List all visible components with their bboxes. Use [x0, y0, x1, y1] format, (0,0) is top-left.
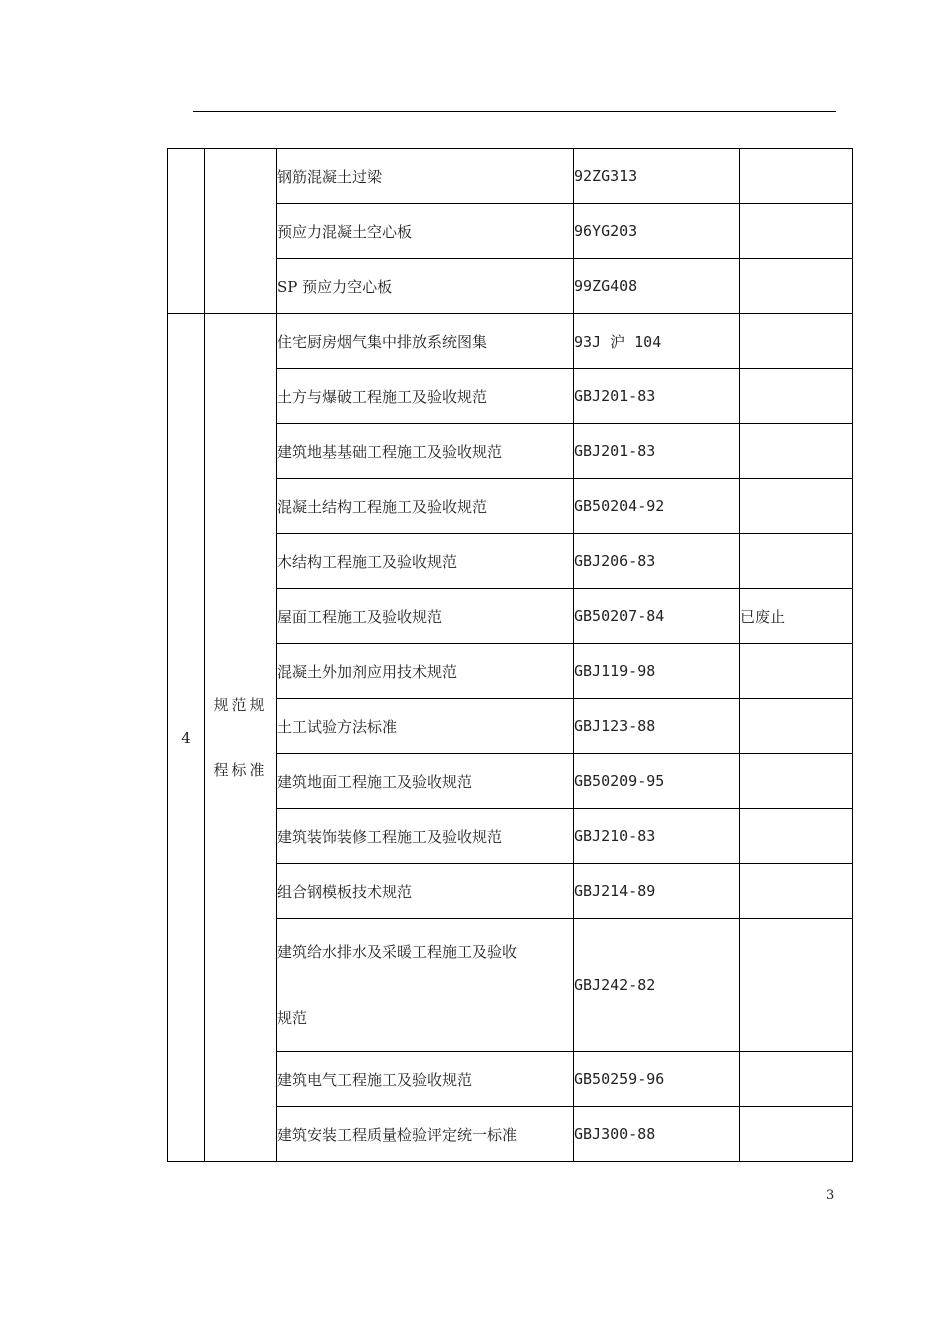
- category-line-2: 程标准: [213, 760, 268, 779]
- standard-name: 预应力混凝土空心板: [277, 204, 574, 259]
- standard-name: 建筑电气工程施工及验收规范: [277, 1052, 574, 1107]
- standard-code: GBJ210-83: [574, 809, 740, 864]
- standard-note: [740, 149, 853, 204]
- standard-note: [740, 204, 853, 259]
- standard-code: GBJ119-98: [574, 644, 740, 699]
- standard-name: 土工试验方法标准: [277, 699, 574, 754]
- standard-code: GB50207-84: [574, 589, 740, 644]
- standard-name-line-2: 规范: [277, 1009, 308, 1027]
- standard-name-line-1: 建筑给水排水及采暖工程施工及验收: [277, 943, 518, 961]
- standard-name: 钢筋混凝土过梁: [277, 149, 574, 204]
- standard-note: [740, 314, 853, 369]
- standard-note: [740, 534, 853, 589]
- standard-note: [740, 479, 853, 534]
- standard-code: GBJ300-88: [574, 1107, 740, 1162]
- standard-note: [740, 754, 853, 809]
- standard-name: 建筑地面工程施工及验收规范: [277, 754, 574, 809]
- category-line-1: 规范规: [213, 695, 268, 714]
- group-category-cell: [205, 314, 277, 1162]
- standard-code: GBJ242-82: [574, 919, 740, 1052]
- standard-note: [740, 644, 853, 699]
- standard-note: [740, 864, 853, 919]
- standard-note: [740, 424, 853, 479]
- standard-code: 92ZG313: [574, 149, 740, 204]
- standard-note: [740, 259, 853, 314]
- standard-note: 已废止: [740, 589, 853, 644]
- standard-code: 96YG203: [574, 204, 740, 259]
- standard-code: 93J 沪 104: [574, 314, 740, 369]
- standards-table: [167, 148, 853, 1162]
- standard-name: 组合钢模板技术规范: [277, 864, 574, 919]
- standard-name: 木结构工程施工及验收规范: [277, 534, 574, 589]
- standard-note: [740, 919, 853, 1052]
- standard-name: 屋面工程施工及验收规范: [277, 589, 574, 644]
- table-row: [168, 149, 853, 204]
- standard-name: SP 预应力空心板: [277, 259, 574, 314]
- standard-code: 99ZG408: [574, 259, 740, 314]
- standard-code: GBJ214-89: [574, 864, 740, 919]
- standard-code: GBJ201-83: [574, 424, 740, 479]
- standard-code: GBJ123-88: [574, 699, 740, 754]
- standard-code: GBJ206-83: [574, 534, 740, 589]
- standard-name: 混凝土外加剂应用技术规范: [277, 644, 574, 699]
- page-number: 3: [826, 1188, 835, 1203]
- table-row: [168, 314, 853, 369]
- standard-code: GBJ201-83: [574, 369, 740, 424]
- standard-name: 建筑安装工程质量检验评定统一标准: [277, 1107, 574, 1162]
- group-category-cell: [205, 149, 277, 314]
- standard-code: GB50204-92: [574, 479, 740, 534]
- standard-name: 住宅厨房烟气集中排放系统图集: [277, 314, 574, 369]
- standard-name: 混凝土结构工程施工及验收规范: [277, 479, 574, 534]
- standard-note: [740, 809, 853, 864]
- standard-note: [740, 1107, 853, 1162]
- standard-name: 土方与爆破工程施工及验收规范: [277, 369, 574, 424]
- standard-note: [740, 699, 853, 754]
- standard-name: [277, 919, 574, 1052]
- group-number-cell: [168, 149, 205, 314]
- standard-code: GB50209-95: [574, 754, 740, 809]
- standard-note: [740, 1052, 853, 1107]
- header-rule: [193, 111, 836, 112]
- group-number-cell: 4: [168, 314, 205, 1162]
- standard-name: 建筑地基基础工程施工及验收规范: [277, 424, 574, 479]
- standard-note: [740, 369, 853, 424]
- standard-code: GB50259-96: [574, 1052, 740, 1107]
- standard-name: 建筑装饰装修工程施工及验收规范: [277, 809, 574, 864]
